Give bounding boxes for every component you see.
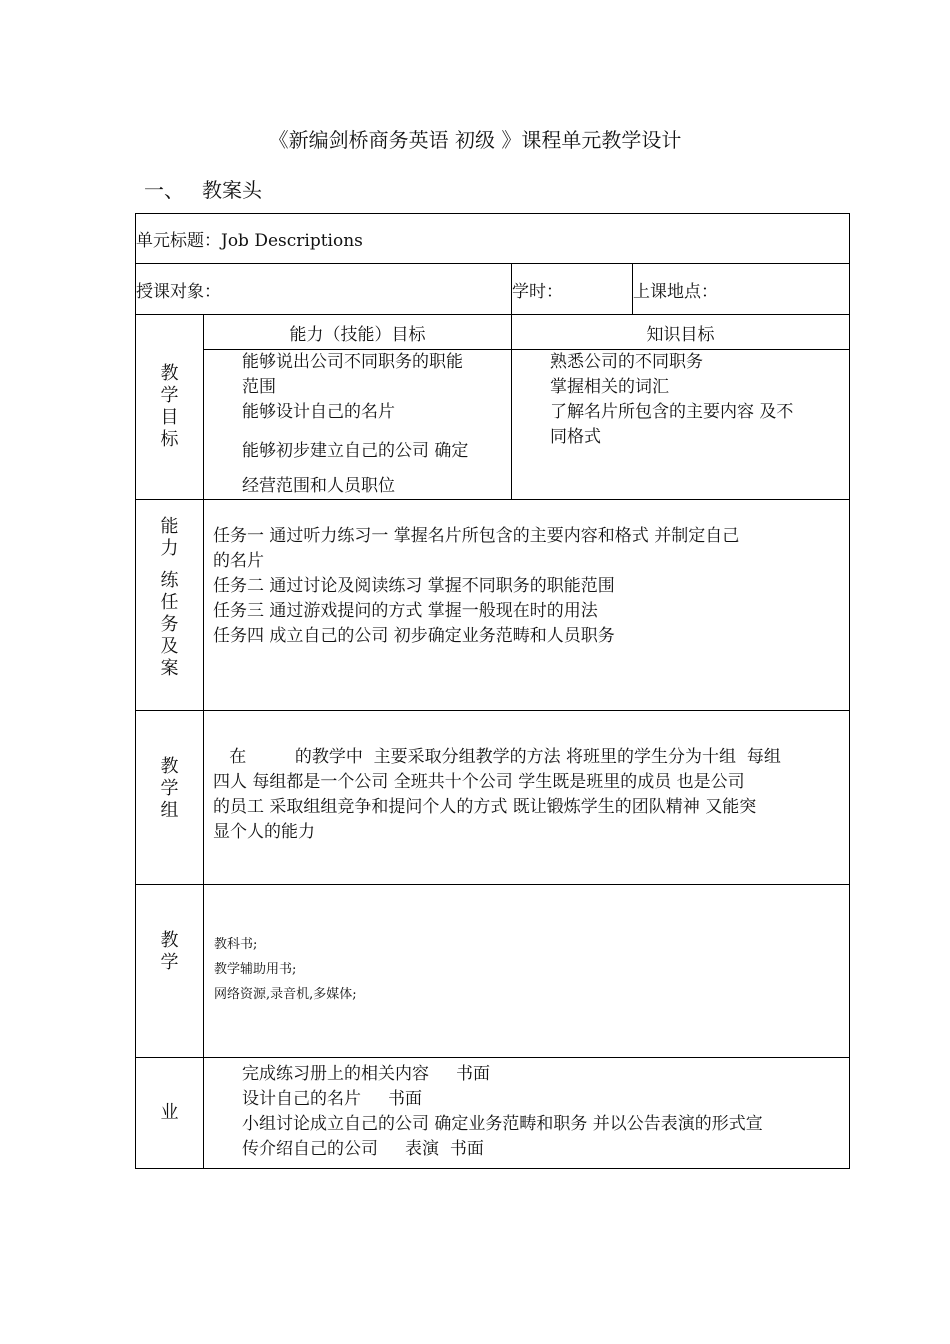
material-line: 教科书;: [214, 937, 258, 952]
task-line: 任务一 通过听力练习一 掌握名片所包含的主要内容和格式 并制定自己: [213, 526, 740, 546]
homework-line: 小组讨论成立自己的公司 确定业务范畴和职务 并以公告表演的形式宣: [242, 1114, 763, 1134]
hours-cell: 学时：: [512, 264, 633, 315]
ability-header: 能力（技能）目标: [204, 315, 512, 350]
organization-side-label: 教 学 组: [136, 711, 204, 885]
objectives-header-row: [136, 315, 850, 350]
organization-row: [136, 711, 850, 885]
knowledge-line: 掌握相关的词汇: [550, 377, 669, 397]
homework-line: 完成练习册上的相关内容 书面: [242, 1064, 491, 1084]
unit-title-label: 单元标题：: [136, 231, 221, 251]
organization-line: 显个人的能力: [213, 822, 315, 842]
homework-line: 传介绍自己的公司 表演 书面: [242, 1139, 484, 1159]
homework-line: 设计自己的名片 书面: [242, 1089, 423, 1109]
knowledge-line: 同格式: [550, 427, 601, 447]
objectives-side-label: 教 学 目 标: [136, 315, 204, 500]
task-line: 任务二 通过讨论及阅读练习 掌握不同职务的职能范围: [213, 576, 615, 596]
knowledge-header: 知识目标: [512, 315, 850, 350]
materials-side-label: 教 学: [136, 885, 204, 1058]
tasks-content: [204, 500, 850, 711]
section-number: 一、: [144, 178, 184, 202]
section-label: 教案头: [202, 178, 262, 202]
material-line: 教学辅助用书;: [214, 962, 297, 977]
knowledge-items: [512, 350, 850, 500]
material-line: 网络资源,录音机,多媒体;: [214, 987, 357, 1002]
ability-line: 能够说出公司不同职务的职能: [242, 352, 463, 372]
tasks-side-label: 能 力 练 任 务 及 案: [136, 500, 204, 711]
materials-content: [204, 885, 850, 1058]
unit-title-row: [136, 214, 850, 264]
document-title: 《新编剑桥商务英语 初级 》课程单元教学设计: [268, 128, 682, 152]
homework-row: [136, 1058, 850, 1169]
homework-content: [204, 1058, 850, 1169]
info-row: [136, 264, 850, 315]
ability-line: 范围: [242, 377, 276, 397]
unit-title-value: Job Descriptions: [221, 231, 363, 251]
task-line: 任务四 成立自己的公司 初步确定业务范畴和人员职务: [213, 626, 615, 646]
materials-row: [136, 885, 850, 1058]
task-line: 任务三 通过游戏提问的方式 掌握一般现在时的用法: [213, 601, 598, 621]
organization-line: 的员工 采取组组竞争和提问个人的方式 既让锻炼学生的团队精神 又能突: [213, 797, 757, 817]
tasks-row: [136, 500, 850, 711]
task-line: 的名片: [213, 551, 264, 571]
ability-items: [204, 350, 512, 500]
organization-line: 四人 每组都是一个公司 全班共十个公司 学生既是班里的成员 也是公司: [213, 772, 745, 792]
organization-content: [204, 711, 850, 885]
lesson-plan-table: [135, 213, 850, 1169]
organization-line: 在 的教学中 主要采取分组教学的方法 将班里的学生分为十组 每组: [213, 747, 781, 767]
ability-line: 经营范围和人员职位: [242, 476, 395, 496]
ability-line: 能够初步建立自己的公司 确定: [242, 441, 469, 461]
location-cell: 上课地点：: [633, 264, 850, 315]
unit-title-cell: [136, 214, 850, 264]
ability-line: 能够设计自己的名片: [242, 402, 395, 422]
homework-side-label: 业: [136, 1058, 204, 1169]
knowledge-line: 了解名片所包含的主要内容 及不: [550, 402, 794, 422]
objectives-content-row: [136, 350, 850, 500]
audience-cell: 授课对象：: [136, 264, 512, 315]
knowledge-line: 熟悉公司的不同职务: [550, 352, 703, 372]
section-heading: [144, 174, 262, 203]
